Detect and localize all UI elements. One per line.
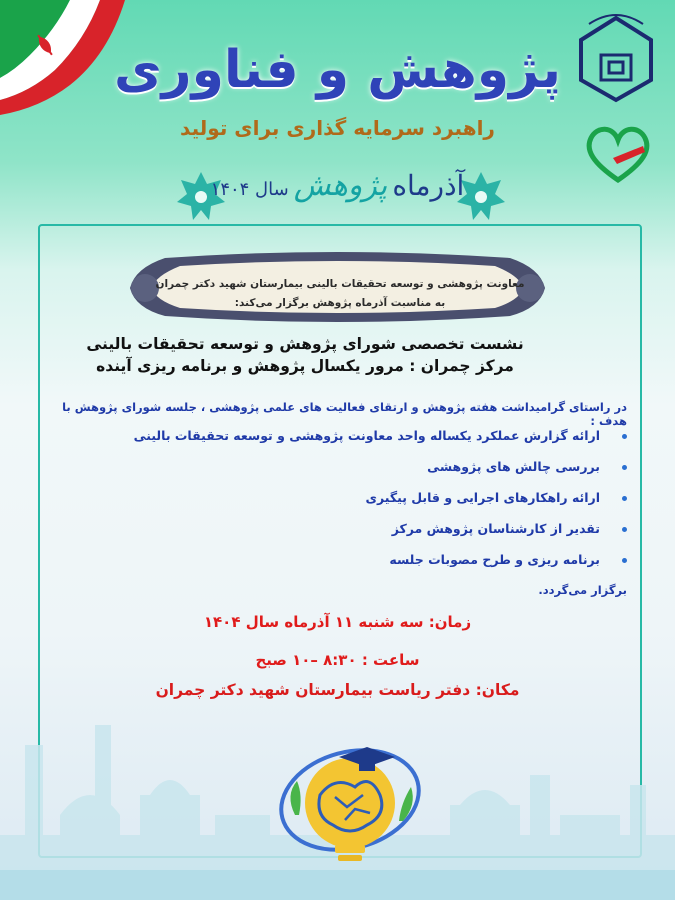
bullet-icon — [622, 465, 627, 470]
session-heading — [60, 333, 550, 377]
bullet-icon — [622, 434, 627, 439]
bullet-icon — [622, 558, 627, 563]
main-title: پژوهش و فناوری — [113, 40, 561, 100]
goals-list — [67, 424, 627, 579]
month-title — [170, 168, 505, 203]
month-title-part-2: پژوهش — [293, 168, 388, 203]
event-location: مکان: دفتر ریاست بیمارستان شهید دکتر چمران — [155, 681, 520, 699]
bullet-icon — [622, 496, 627, 501]
month-title-part-3: سال ۱۴۰۴ — [210, 179, 289, 200]
list-item: تقدیر از کارشناسان پژوهش مرکز — [67, 517, 627, 548]
research-emblem-icon — [275, 725, 425, 885]
event-hour: ساعت : ۸:۳۰ –۱۰ صبح — [255, 651, 420, 669]
announcement-text — [130, 275, 550, 313]
announcement-line-1: معاونت پژوهشی و توسعه تحقیقات بالینی بیمارستان شهید دکتر چمران — [155, 278, 525, 290]
list-item: ارائه گزارش عملکرد یکساله واحد معاونت پژوهشی و توسعه تحقیقات بالینی — [67, 424, 627, 455]
intro-text: در راستای گرامیداشت هفته پژوهش و ارتقای فعالیت های علمی پژوهشی ، جلسه شورای پژوهش با هدف : — [62, 400, 627, 428]
main-subtitle: راهبرد سرمایه گذاری برای تولید — [180, 116, 495, 140]
closing-text: برگزار می‌گردد. — [538, 583, 627, 597]
list-item: بررسی چالش های پژوهشی — [67, 455, 627, 486]
announcement-line-2: به مناسبت آذرماه پژوهش برگزار می‌کند: — [234, 297, 446, 309]
event-date: زمان: سه شنبه ۱۱ آذرماه سال ۱۴۰۴ — [203, 613, 472, 631]
list-item: برنامه ریزی و طرح مصوبات جلسه — [67, 548, 627, 579]
month-title-part-1: آذرماه — [392, 169, 465, 202]
session-title: نشست تخصصی شورای پژوهش و توسعه تحقیقات بالینی — [86, 335, 524, 353]
list-item: ارائه راهکارهای اجرایی و قابل پیگیری — [67, 486, 627, 517]
session-subtitle: مرکز چمران : مرور یکسال پژوهش و برنامه ریزی آینده — [96, 357, 514, 375]
bullet-icon — [622, 527, 627, 532]
